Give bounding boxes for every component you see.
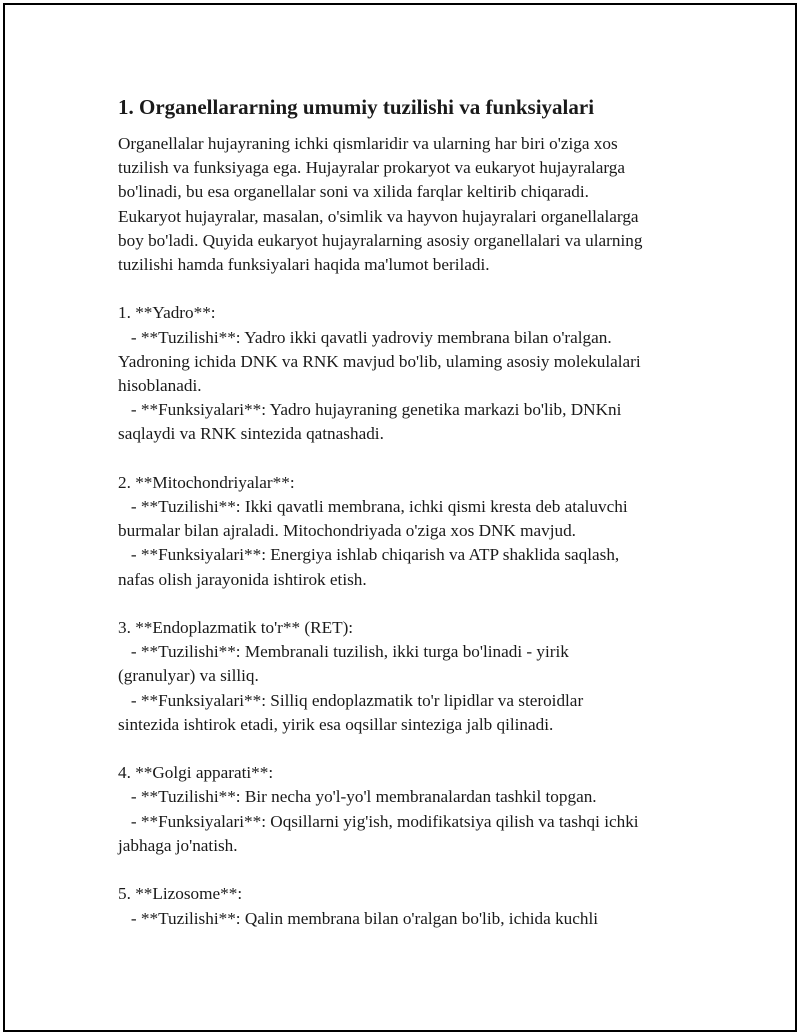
document-content xyxy=(118,93,708,931)
document-body: Organellalar hujayraning ichki qismlaridir va ularning har biri o'ziga xos tuzilish va funksiyaga ega. Hujayralar prokaryot va eukaryot hujayralarga bo'linadi, bu esa organellalar soni va xilida farqlar keltirib chiqaradi. Eukaryot hujayralar, masalan, o'simlik va hayvon hujayralari organellalarga boy bo'ladi. Quyida eukaryot hujayralarning asosiy organellalari va ularning tuzilishi hamda funksiyalari haqida ma'lumot beriladi. 1. **Yadro**: - **Tuzilishi**: Yadro ikki qavatli yadroviy membrana bilan o'ralgan. Yadroning ichida DNK va RNK mavjud bo'lib, ulaming asosiy molekulalari hisoblanadi. - **Funksiyalari**: Yadro hujayraning genetika markazi bo'lib, DNKni saqlaydi va RNK sintezida qatnashadi. 2. **Mitochondriyalar**: - **Tuzilishi**: Ikki qavatli membrana, ichki qismi kresta deb ataluvchi burmalar bilan ajraladi. Mitochondriyada o'ziga xos DNK mavjud. - **Funksiyalari**: Energiya ishlab chiqarish va ATP shaklida saqlash, nafas olish jarayonida ishtirok etish. 3. **Endoplazmatik to'r** (RET): - **Tuzilishi**: Membranali tuzilish, ikki turga bo'linadi - yirik (granulyar) va silliq. - **Funksiyalari**: Silliq endoplazmatik to'r lipidlar va steroidlar sintezida ishtirok etadi, yirik esa oqsillar sinteziga jalb qilinadi. 4. **Golgi apparati**: - **Tuzilishi**: Bir necha yo'l-yo'l membranalardan tashkil topgan. - **Funksiyalari**: Oqsillarni yig'ish, modifikatsiya qilish va tashqi ichki jabhaga jo'natish. 5. **Lizosome**: - **Tuzilishi**: Qalin membrana bilan o'ralgan bo'lib, ichida kuchli xyxy=(118,134,643,928)
section-heading: 1. Organellararning umumiy tuzilishi va funksiyalari xyxy=(118,95,595,119)
